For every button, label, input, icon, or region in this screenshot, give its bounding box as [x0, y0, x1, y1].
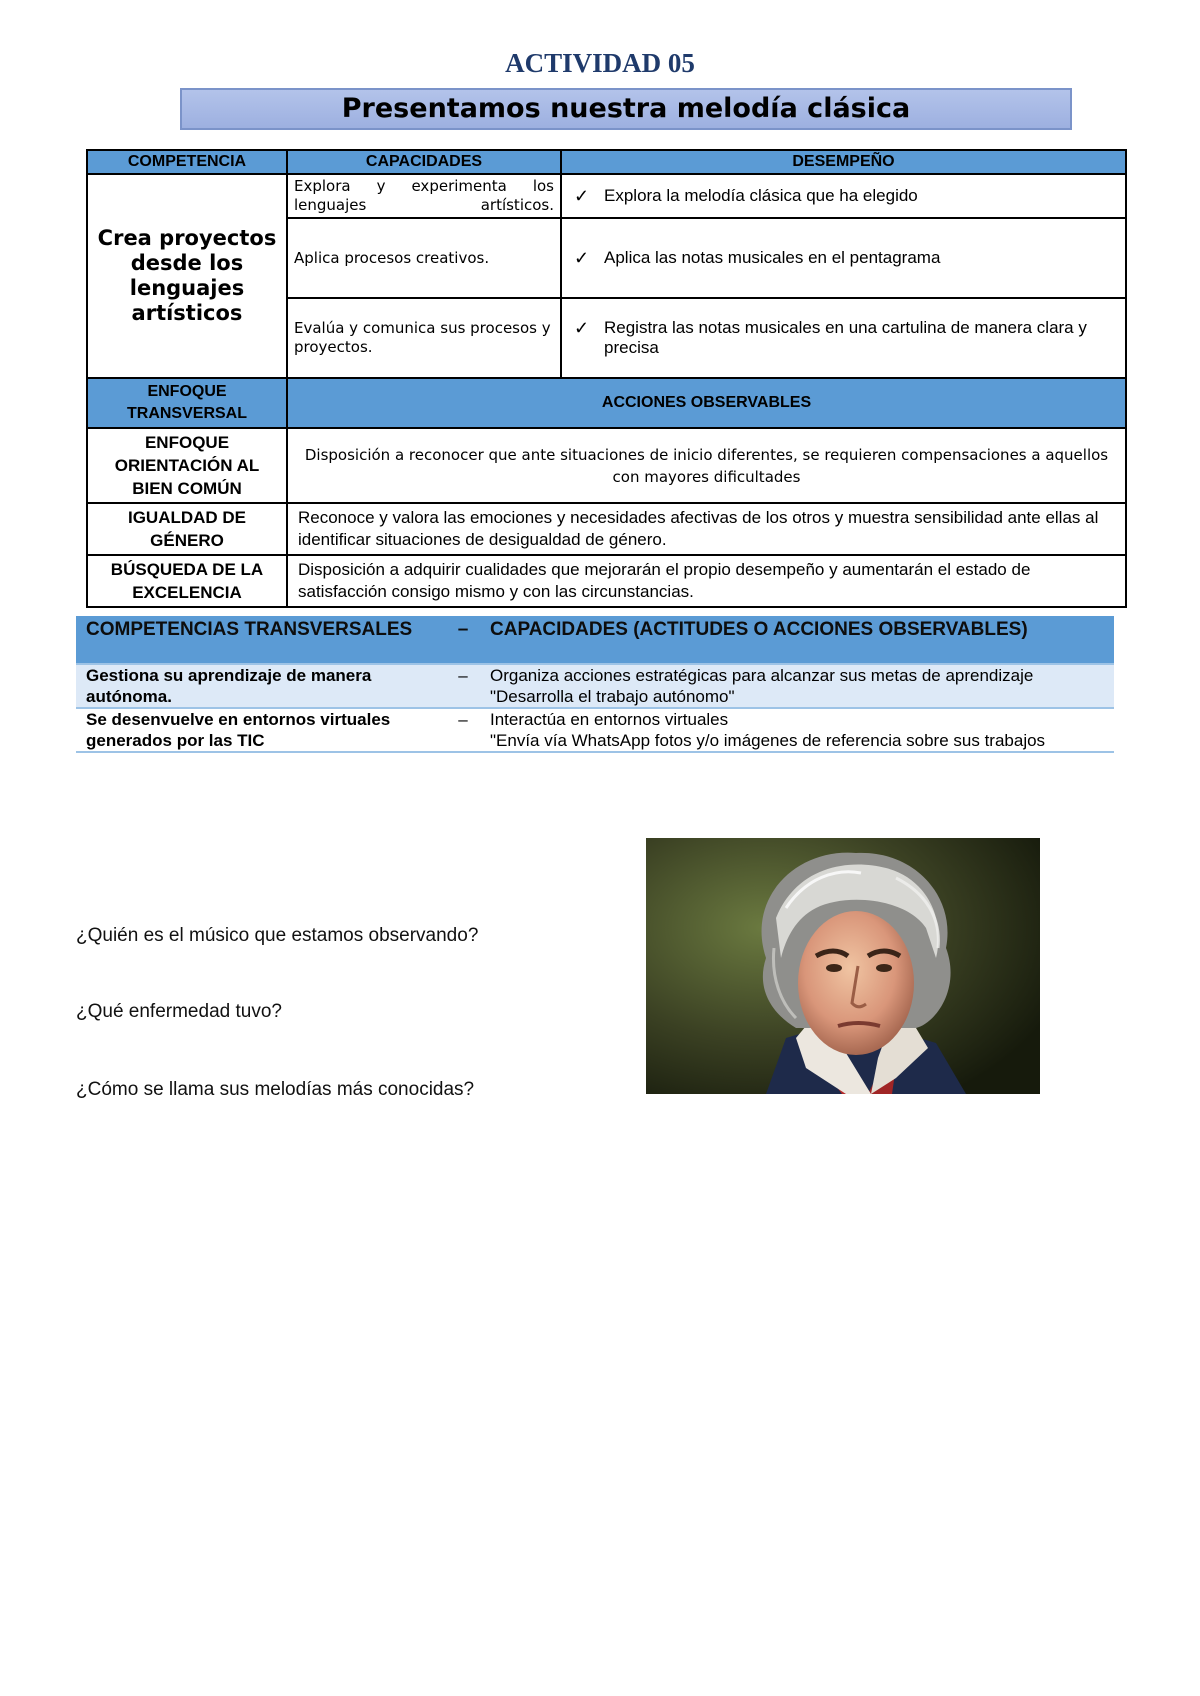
- check-icon: ✓: [574, 185, 590, 206]
- capacidad-transversal: [480, 664, 1114, 708]
- header-capacidades: CAPACIDADES: [287, 150, 561, 174]
- question-3: ¿Cómo se llama sus melodías más conocidas?: [76, 1079, 475, 1100]
- composer-portrait: [646, 838, 1040, 1094]
- header-competencias-transversales: COMPETENCIAS TRANSVERSALES: [76, 616, 446, 664]
- competencia-transversal: Se desenvuelve en entornos virtuales generados por las TIC: [76, 708, 446, 752]
- check-icon: ✓: [574, 318, 590, 338]
- competencia-transversal: Gestiona su aprendizaje de manera autónoma.: [76, 664, 446, 708]
- enfoque-accion: Reconoce y valora las emociones y necesidades afectivas de los otros y muestra sensibilidad ante ellas al identificar situaciones de desigualdad de género.: [287, 503, 1126, 555]
- desempeno-text: Aplica las notas musicales en el pentagrama: [604, 247, 941, 267]
- competencia-cell: Crea proyectos desde los lenguajes artísticos: [87, 174, 287, 378]
- desempeno-cell: [561, 174, 1126, 218]
- competencias-table: [86, 149, 1127, 608]
- table-row: [87, 174, 1126, 218]
- header-competencia: COMPETENCIA: [87, 150, 287, 174]
- row-dash: –: [446, 708, 480, 752]
- transversal-table: [76, 616, 1114, 753]
- check-icon: ✓: [574, 247, 590, 268]
- capacidad-cell: Aplica procesos creativos.: [287, 218, 561, 298]
- header-desempeno: DESEMPEÑO: [561, 150, 1126, 174]
- enfoque-accion: Disposición a adquirir cualidades que mejorarán el propio desempeño y aumentarán el estado de satisfacción consigo mismo y con las circunstancias.: [287, 555, 1126, 607]
- enfoque-accion: Disposición a reconocer que ante situaciones de inicio diferentes, se requieren compensaciones a aquellos con mayores dificultades: [287, 428, 1126, 503]
- desempeno-cell: [561, 218, 1126, 298]
- table-header-row: [87, 150, 1126, 174]
- header-capacidades-transversales: CAPACIDADES (ACTITUDES O ACCIONES OBSERVABLES): [480, 616, 1114, 664]
- enfoque-name: BÚSQUEDA DE LA EXCELENCIA: [87, 555, 287, 607]
- enfoque-name: ENFOQUE ORIENTACIÓN AL BIEN COMÚN: [87, 428, 287, 503]
- portrait-illustration: [646, 838, 1040, 1094]
- capacidad-line: Interactúa en entornos virtuales: [490, 710, 729, 729]
- capacidad-transversal: [480, 708, 1114, 752]
- table-row: [87, 503, 1126, 555]
- capacidad-cell: Evalúa y comunica sus procesos y proyectos.: [287, 298, 561, 378]
- question-1: ¿Quién es el músico que estamos observando?: [76, 925, 479, 946]
- table-row: [76, 708, 1114, 752]
- row-dash: –: [446, 664, 480, 708]
- question-2: ¿Qué enfermedad tuvo?: [76, 1001, 282, 1022]
- desempeno-text: Registra las notas musicales en una cartulina de manera clara y precisa: [604, 318, 1087, 357]
- enfoque-header-row: [87, 378, 1126, 428]
- capacidad-line: Organiza acciones estratégicas para alcanzar sus metas de aprendizaje: [490, 666, 1034, 685]
- header-dash: –: [446, 616, 480, 664]
- table-row: [87, 428, 1126, 503]
- enfoque-name: IGUALDAD DE GÉNERO: [87, 503, 287, 555]
- capacidad-line: "Envía vía WhatsApp fotos y/o imágenes de referencia sobre sus trabajos: [490, 731, 1046, 750]
- table-row: [76, 664, 1114, 708]
- desempeno-cell: [561, 298, 1126, 378]
- header-enfoque: ENFOQUE TRANSVERSAL: [87, 378, 287, 428]
- desempeno-text: Explora la melodía clásica que ha elegido: [604, 185, 918, 205]
- capacidad-cell: Explora y experimenta los lenguajes artísticos.: [287, 174, 561, 218]
- transversal-header-row: [76, 616, 1114, 664]
- table-row: [87, 555, 1126, 607]
- page-title: Presentamos nuestra melodía clásica: [180, 88, 1072, 130]
- header-acciones: ACCIONES OBSERVABLES: [287, 378, 1126, 428]
- activity-number: ACTIVIDAD 05: [505, 48, 695, 78]
- capacidad-line: "Desarrolla el trabajo autónomo": [490, 687, 735, 706]
